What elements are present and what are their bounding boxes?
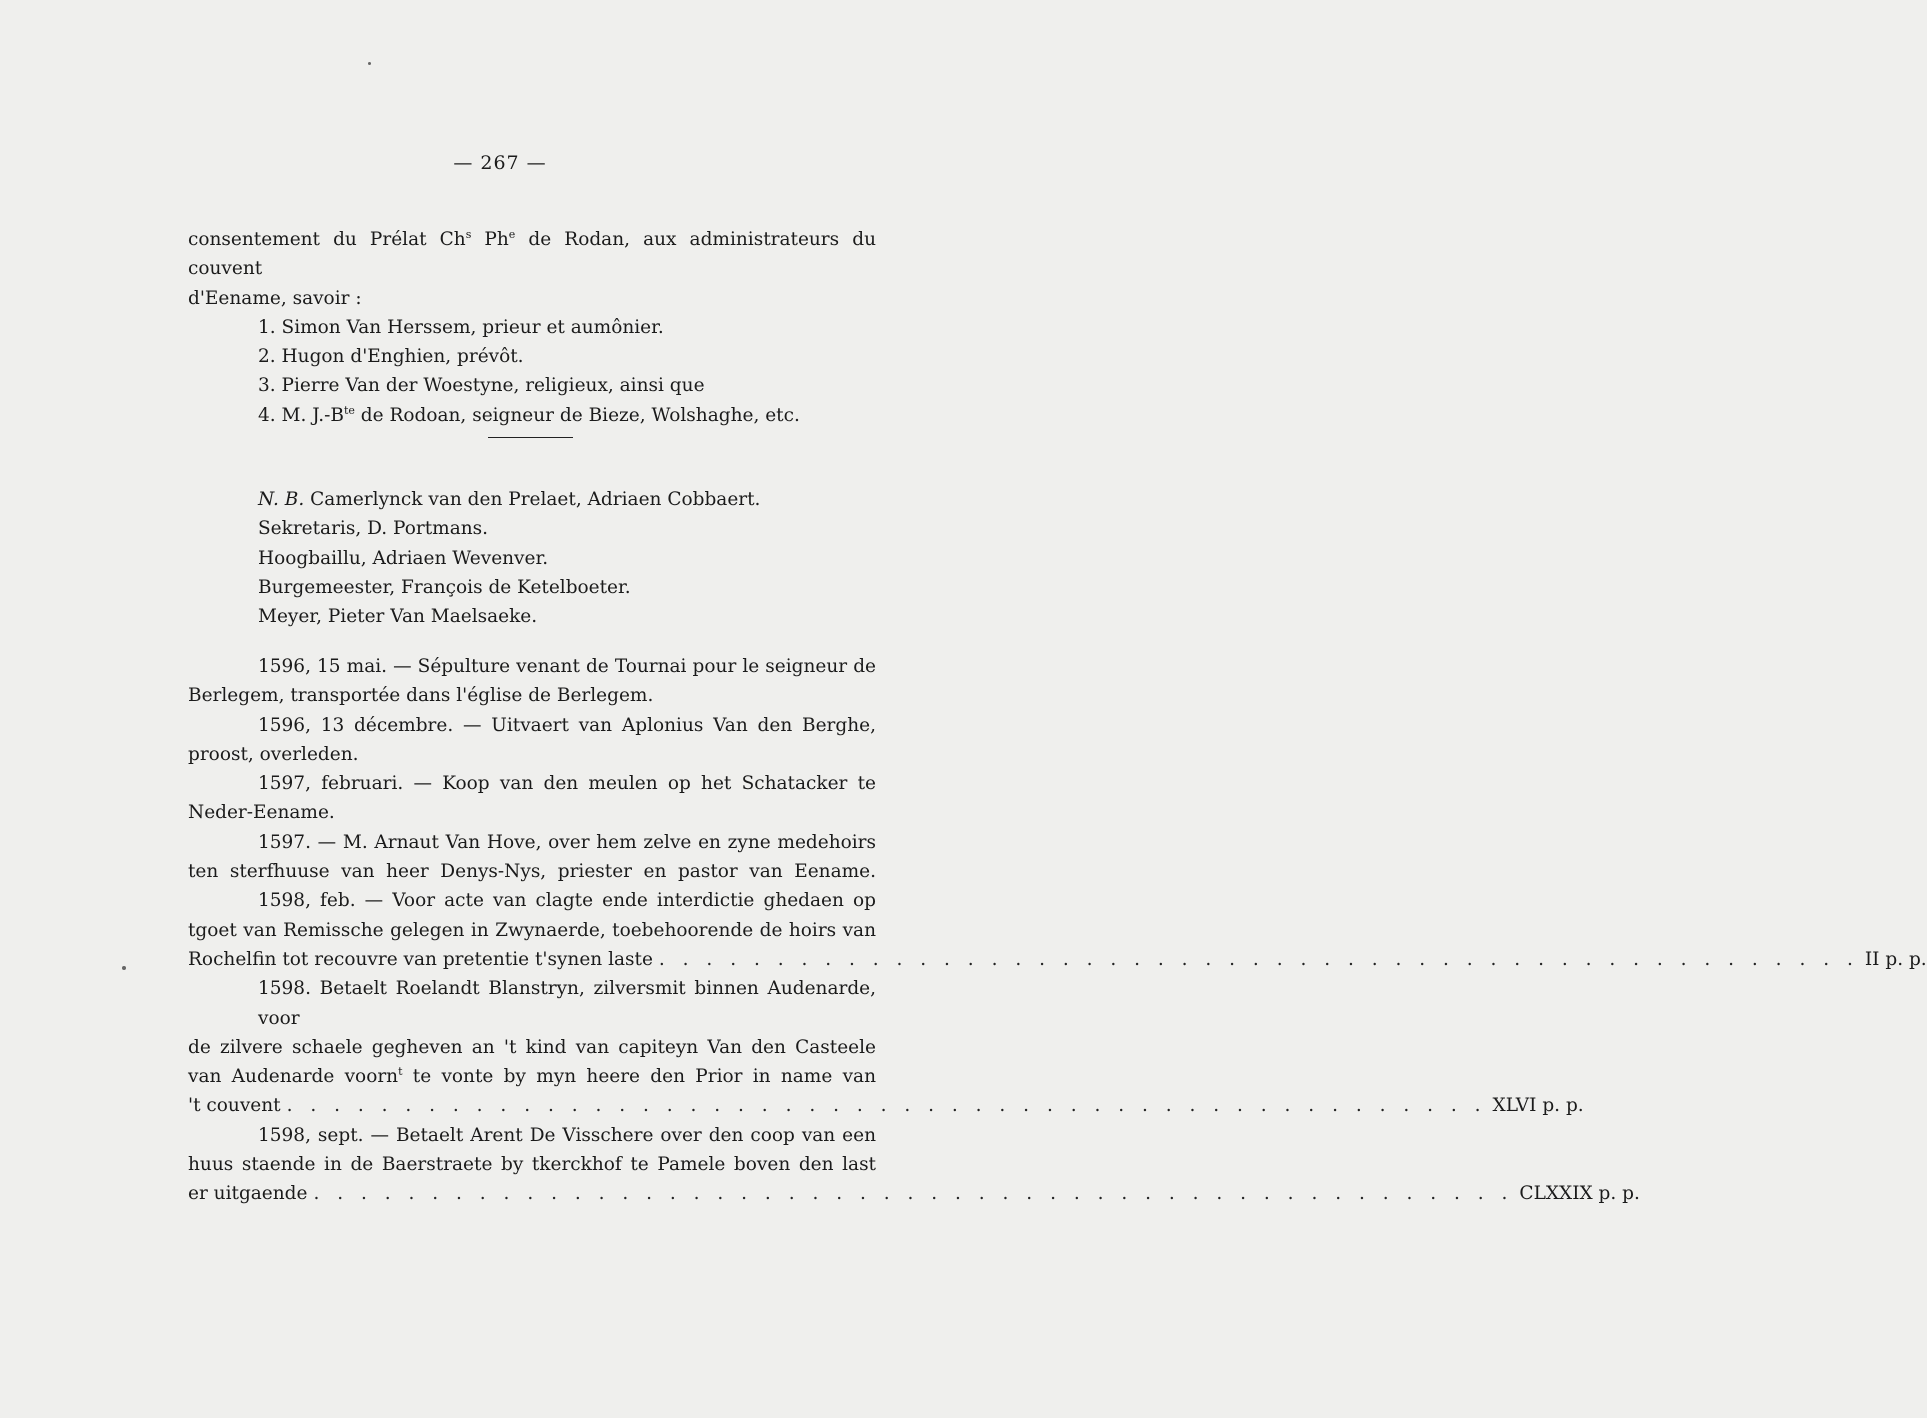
text-line: consentement du Prélat Ch$^s$ Ph$^e$ de Rodan, aux administrateurs du couvent: [188, 227, 876, 280]
text-line: ten sterfhuuse van heer Denys-Nys, priester en pastor van Eename.: [188, 861, 876, 883]
text-line: N. B. Camerlynck van den Prelaet, Adriaen Cobbaert.: [258, 489, 761, 510]
list-item: 3. Pierre Van der Woestyne, religieux, ainsi que: [258, 375, 705, 397]
text-line: er uitgaende . . . . . . . . . . . . . . . . . . . . . . . . . . . . . . . . . . . . . . . . . . . . . . . . . . . CLXXIX p. p.: [188, 1179, 876, 1208]
text-line: d'Eename, savoir :: [188, 287, 362, 309]
amount: II p. p.: [1864, 948, 1927, 970]
text-line: 1596, 15 mai. — Sépulture venant de Tournai pour le seigneur de: [258, 656, 876, 677]
text-line: 1598. Betaelt Roelandt Blanstryn, zilversmit binnen Audenarde, voor: [258, 978, 876, 1029]
text-line: de zilvere schaele gegheven an 't kind van capiteyn Van den Casteele: [188, 1036, 876, 1058]
entry: [188, 828, 876, 887]
dot-leader: . . . . . . . . . . . . . . . . . . . . . . . . . . . . . . . . . . . . . . . . . . . . . . . . . . .: [286, 1095, 1487, 1117]
text-line: 1598, feb. — Voor acte van clagte ende interdictie ghedaen op: [258, 890, 876, 912]
entry: [188, 886, 1927, 974]
dot-leader: . . . . . . . . . . . . . . . . . . . . . . . . . . . . . . . . . . . . . . . . . . . . . . . . . . .: [658, 948, 1859, 970]
text-line: Burgemeester, François de Ketelboeter.: [258, 576, 631, 598]
text-line: Meyer, Pieter Van Maelsaeke.: [258, 606, 538, 628]
entry: [188, 711, 876, 770]
text-line: 1598, sept. — Betaelt Arent De Visschere over den coop van een: [258, 1124, 876, 1146]
amount: XLVI p. p.: [1492, 1095, 1584, 1117]
dot-leader: . . . . . . . . . . . . . . . . . . . . . . . . . . . . . . . . . . . . . . . . . . . . . . . . . . .: [313, 1183, 1514, 1205]
entry: [188, 652, 876, 711]
entries-block: [188, 652, 1927, 1209]
section-divider: [488, 437, 573, 438]
text-line: 1596, 13 décembre. — Uitvaert van Aplonius Van den Berghe,: [258, 714, 876, 736]
text-line: tgoet van Remissche gelegen in Zwynaerde, toebehoorende de hoirs van: [188, 919, 876, 941]
nb-label: N. B.: [258, 489, 305, 510]
text-line: proost, overleden.: [188, 743, 359, 765]
text-line: Neder-Eename.: [188, 802, 335, 824]
entry: [188, 974, 1584, 1120]
list-item: 1. Simon Van Herssem, prieur et aumônier.: [258, 316, 664, 338]
ink-speck: [368, 62, 371, 65]
text-line: Sekretaris, D. Portmans.: [258, 518, 489, 540]
list-item: 4. M. $J.-B^{te}$ de Rodoan, seigneur de Bieze, Wolshaghe, etc.: [258, 403, 800, 426]
entry: [188, 769, 876, 828]
amount: CLXXIX p. p.: [1519, 1183, 1640, 1205]
text-line: 't couvent . . . . . . . . . . . . . . . . . . . . . . . . . . . . . . . . . . . . . . . . . . . . . . . . . . . XLVI p. p.: [188, 1091, 876, 1120]
text-line: 1597. — M. Arnaut Van Hove, over hem zelve en zyne medehoirs: [258, 831, 876, 853]
page-number: — 267 —: [453, 152, 547, 174]
officials-block: [188, 485, 876, 631]
list-item: 2. Hugon d'Enghien, prévôt.: [258, 346, 524, 368]
text-line: huus staende in de Baerstraete by tkerckhof te Pamele boven den last: [188, 1154, 876, 1176]
text-line: 1597, februari. — Koop van den meulen op het Schatacker te: [258, 773, 876, 795]
entry: [188, 1121, 1640, 1209]
intro-block: [188, 225, 876, 430]
text-line: Berlegem, transportée dans l'église de Berlegem.: [188, 685, 654, 707]
text-line: Hoogbaillu, Adriaen Wevenver.: [258, 547, 549, 569]
ink-speck: [122, 966, 126, 970]
text-line: Rochelfin tot recouvre van pretentie t'synen laste . . . . . . . . . . . . . . . . . . . . . . . . . . . . . . . . . . . . . . . . . . . . . . . . . . . II p. p.: [188, 945, 876, 974]
text-line: van Audenarde voorn$^t$ te vonte by myn heere den Prior in name van: [188, 1065, 876, 1088]
